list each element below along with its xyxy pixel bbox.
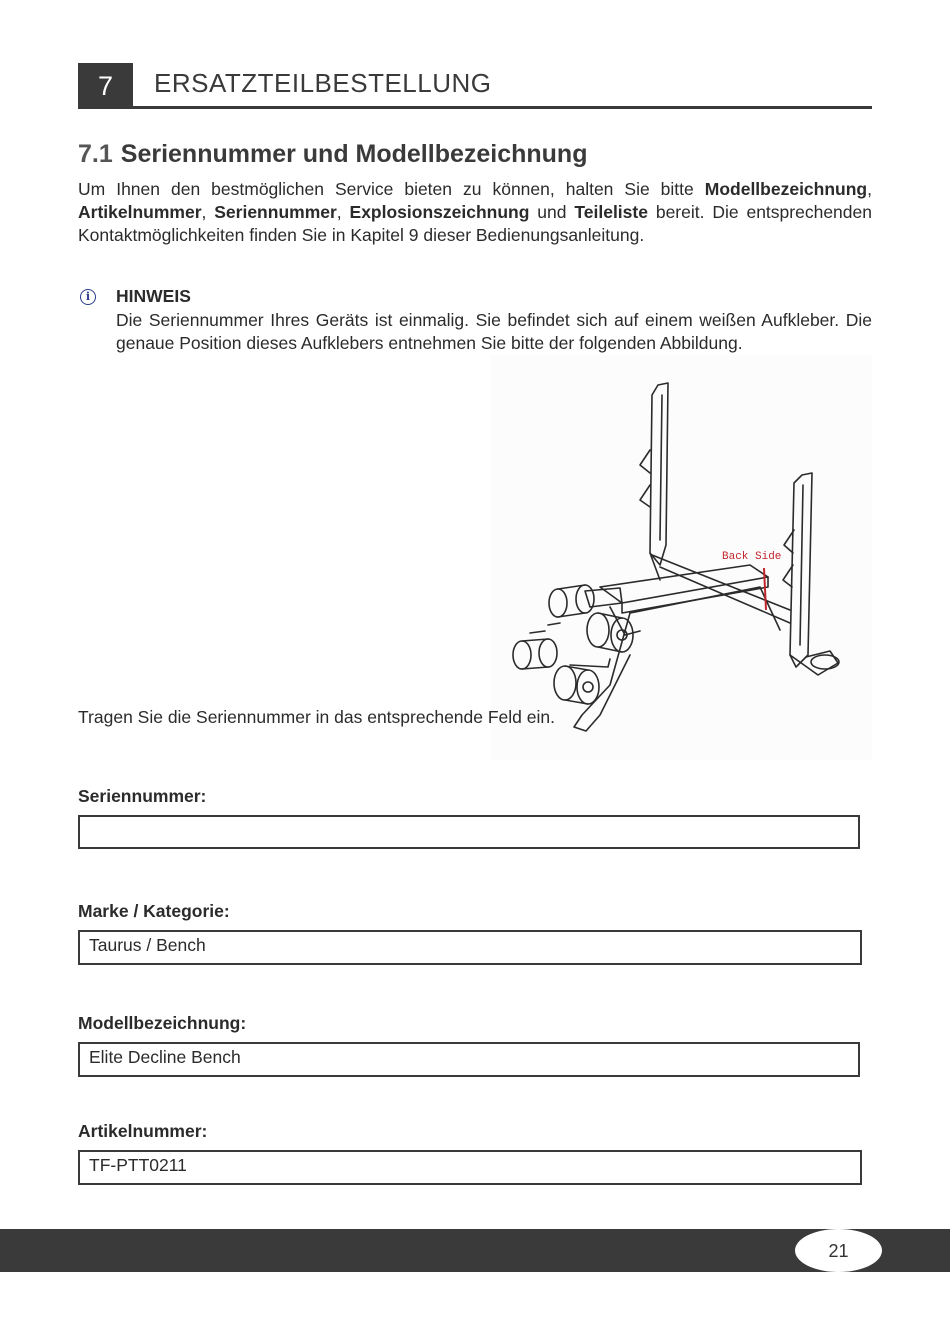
page-number: 21: [795, 1229, 882, 1272]
chapter-number: 7: [78, 63, 133, 109]
chapter-divider: [78, 106, 872, 109]
section-title: Seriennummer und Modellbezeichnung: [120, 140, 588, 168]
model-label: Modellbezeichnung:: [78, 1013, 247, 1033]
serial-label: Seriennummer:: [78, 786, 207, 806]
brand-field[interactable]: Taurus / Bench: [78, 930, 862, 965]
intro-paragraph: [78, 178, 872, 247]
intro-bold-article: Artikelnummer: [78, 202, 202, 222]
intro-text: und: [529, 202, 575, 222]
serial-field[interactable]: [78, 815, 860, 849]
note-heading: HINWEIS: [116, 286, 191, 306]
chapter-title: ERSATZTEILBESTELLUNG: [154, 68, 492, 98]
brand-label: Marke / Kategorie:: [78, 901, 230, 921]
intro-bold-model: Modellbezeichnung: [704, 179, 868, 199]
intro-bold-explosion: Explosionszeichnung: [349, 202, 530, 222]
intro-text: bereit. Die entsprechenden Kontaktmöglichkeiten finden Sie in Kapitel 9 dieser Bedienungsanleitung.: [78, 202, 872, 245]
intro-text: ,: [201, 202, 215, 222]
intro-text: ,: [336, 202, 350, 222]
section-heading: [78, 140, 587, 169]
article-field[interactable]: TF-PTT0211: [78, 1150, 862, 1185]
intro-text: Um Ihnen den bestmöglichen Service bieten zu können, halten Sie bitte: [78, 179, 705, 199]
intro-text: ,: [867, 179, 872, 199]
note-text: Die Seriennummer Ihres Geräts ist einmalig. Sie befindet sich auf einem weißen Aufkleber. Die genaue Position dieses Aufklebers entnehmen Sie bitte der folgenden Abbildung.: [116, 310, 872, 353]
intro-bold-serial: Seriennummer: [214, 202, 337, 222]
bench-illustration: [490, 355, 872, 760]
section-number: 7.1: [78, 140, 113, 168]
back-side-label: Back Side: [722, 551, 782, 563]
enter-serial-hint: Tragen Sie die Seriennummer in das entsprechende Feld ein.: [78, 707, 555, 727]
article-label: Artikelnummer:: [78, 1121, 208, 1141]
info-icon: i: [80, 289, 96, 305]
model-field[interactable]: Elite Decline Bench: [78, 1042, 860, 1077]
intro-bold-parts: Teileliste: [574, 202, 648, 222]
